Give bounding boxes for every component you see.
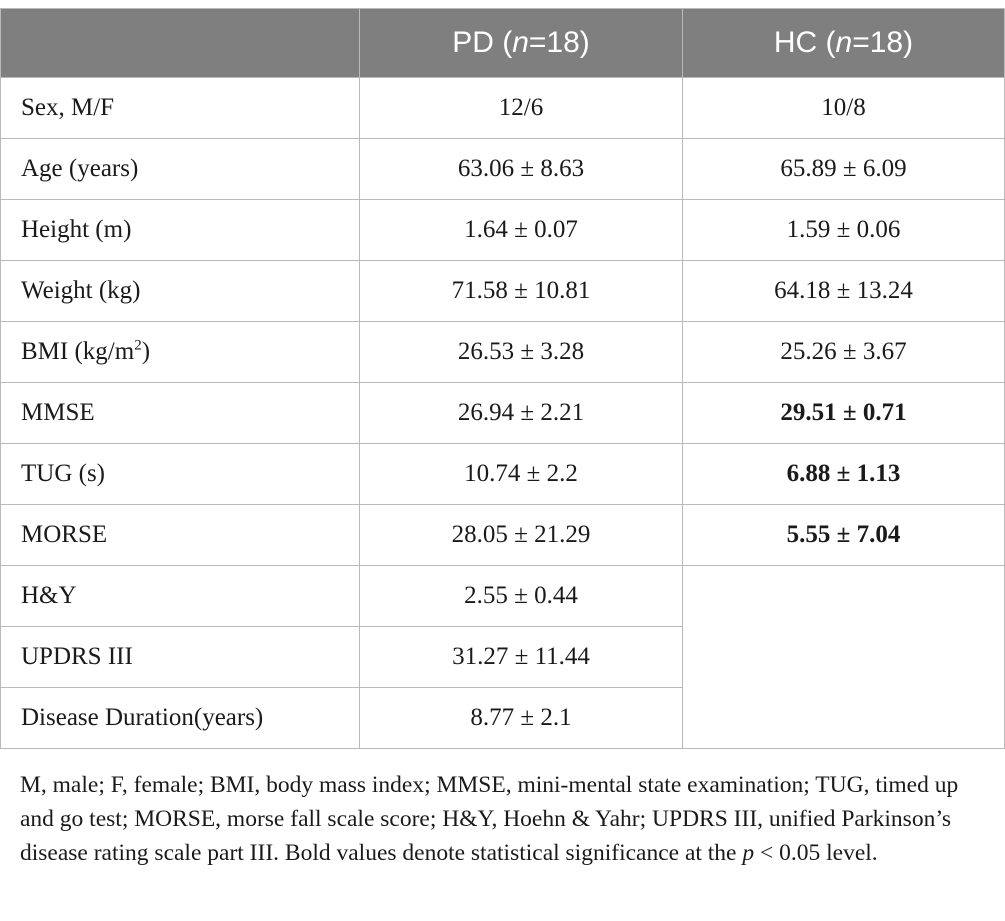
table-row (1, 78, 1005, 139)
header-pd (360, 9, 683, 78)
pd-value: 28.05 ± 21.29 (360, 505, 683, 566)
bmi-label-suffix: ) (141, 338, 151, 365)
row-label (1, 322, 360, 383)
row-label: Weight (kg) (1, 261, 360, 322)
pd-value: 1.64 ± 0.07 (360, 200, 683, 261)
pd-value: 71.58 ± 10.81 (360, 261, 683, 322)
row-label: Disease Duration(years) (1, 688, 360, 749)
hc-value: 25.26 ± 3.67 (683, 322, 1005, 383)
table-row (1, 139, 1005, 200)
header-corner (1, 9, 360, 78)
table-row (1, 566, 1005, 627)
table-row (1, 383, 1005, 444)
table-row (1, 444, 1005, 505)
row-label: UPDRS III (1, 627, 360, 688)
hc-value: 1.59 ± 0.06 (683, 200, 1005, 261)
header-pd-n: n (512, 26, 529, 59)
table-row (1, 322, 1005, 383)
table-row (1, 200, 1005, 261)
footnote-p: p (742, 840, 755, 866)
hc-value: 10/8 (683, 78, 1005, 139)
footnote-end: < 0.05 level. (754, 840, 878, 866)
header-hc-n: n (835, 26, 853, 59)
header-pd-suffix: =18) (528, 26, 590, 59)
row-label: Sex, M/F (1, 78, 360, 139)
table-footnote (20, 768, 990, 870)
header-hc (683, 9, 1005, 78)
bmi-label-prefix: BMI (kg/m (21, 338, 135, 365)
row-label: Height (m) (1, 200, 360, 261)
row-label: H&Y (1, 566, 360, 627)
table-container (0, 8, 1005, 749)
table-row (1, 261, 1005, 322)
header-hc-prefix: HC ( (773, 26, 836, 59)
table-row (1, 505, 1005, 566)
header-row (1, 9, 1005, 78)
header-pd-prefix: PD ( (452, 26, 513, 59)
hc-value-significant: 5.55 ± 7.04 (683, 505, 1005, 566)
row-label: TUG (s) (1, 444, 360, 505)
header-hc-suffix: =18) (852, 26, 914, 59)
pd-value: 31.27 ± 11.44 (360, 627, 683, 688)
row-label: Age (years) (1, 139, 360, 200)
demographics-table (0, 8, 1005, 749)
pd-value: 10.74 ± 2.2 (360, 444, 683, 505)
pd-value: 26.94 ± 2.21 (360, 383, 683, 444)
pd-value: 8.77 ± 2.1 (360, 688, 683, 749)
row-label: MORSE (1, 505, 360, 566)
hc-value-significant: 6.88 ± 1.13 (683, 444, 1005, 505)
row-label: MMSE (1, 383, 360, 444)
hc-value: 65.89 ± 6.09 (683, 139, 1005, 200)
hc-empty-cell (683, 566, 1005, 749)
footnote-text: M, male; F, female; BMI, body mass index; MMSE, mini-mental state examination; TUG, timed up and go test; MORSE, morse fall scale score; H&Y, Hoehn & Yahr; UPDRS III, unified Parkinson’s disease rating scale part III. Bold values denote statistical significance at the (20, 772, 959, 866)
bmi-label-sup: 2 (134, 337, 142, 354)
pd-value: 63.06 ± 8.63 (360, 139, 683, 200)
pd-value: 26.53 ± 3.28 (360, 322, 683, 383)
hc-value-significant: 29.51 ± 0.71 (683, 383, 1005, 444)
pd-value: 2.55 ± 0.44 (360, 566, 683, 627)
pd-value: 12/6 (360, 78, 683, 139)
hc-value: 64.18 ± 13.24 (683, 261, 1005, 322)
